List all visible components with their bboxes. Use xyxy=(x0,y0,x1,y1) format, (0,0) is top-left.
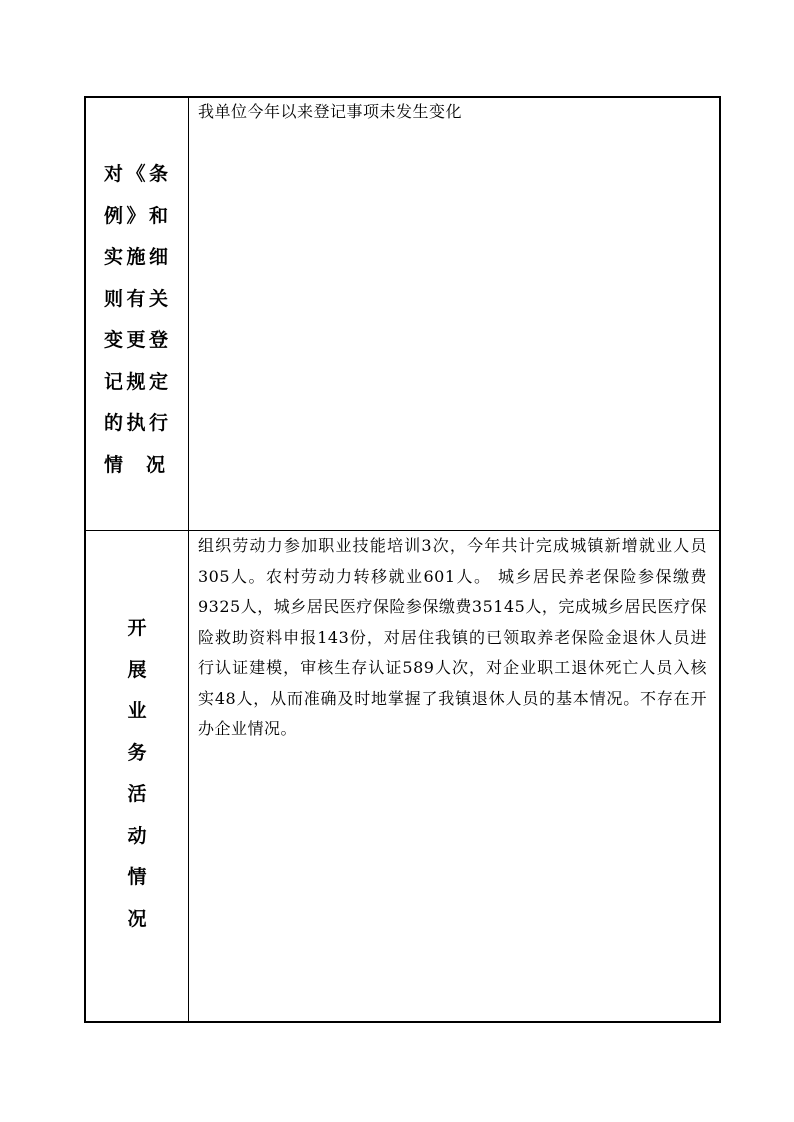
row-2-label-char: 开 xyxy=(127,617,147,639)
row-2-label-cell xyxy=(86,531,188,1023)
row-2-label-char: 务 xyxy=(127,741,147,764)
row-2-label-char: 情 xyxy=(127,866,147,888)
row-2-label-char: 活 xyxy=(127,783,147,805)
row-2-label-char: 业 xyxy=(127,700,147,722)
row-1-content: 我单位今年以来登记事项未发生变化 xyxy=(198,102,463,121)
row-2-label-char: 展 xyxy=(127,658,147,681)
row-2-label xyxy=(127,608,146,940)
column-divider xyxy=(188,98,189,1021)
report-table xyxy=(84,96,721,1023)
row-2-label-char: 况 xyxy=(127,907,147,930)
row-1-label-cell xyxy=(86,98,188,530)
row-1-label: 对《条例》和实施细则有关变更登记规定的执行情 况 xyxy=(104,163,170,476)
row-2-content: 组织劳动力参加职业技能培训3次，今年共计完成城镇新增就业人员305人。农村劳动力转移就业601人。 城乡居民养老保险参保缴费9325人，城乡居民医疗保险参保缴费35145人，完成城乡居民医疗保险救助资料申报143份，对居住我镇的已领取养老保险金退休人员进行认证建模，审核生存认证589人次，对企业职工退休死亡人员入核实48人，从而准确及时地掌握了我镇退休人员的基本情况。不存在开办企业情况。 xyxy=(198,536,707,738)
row-2-label-char: 动 xyxy=(127,824,147,847)
